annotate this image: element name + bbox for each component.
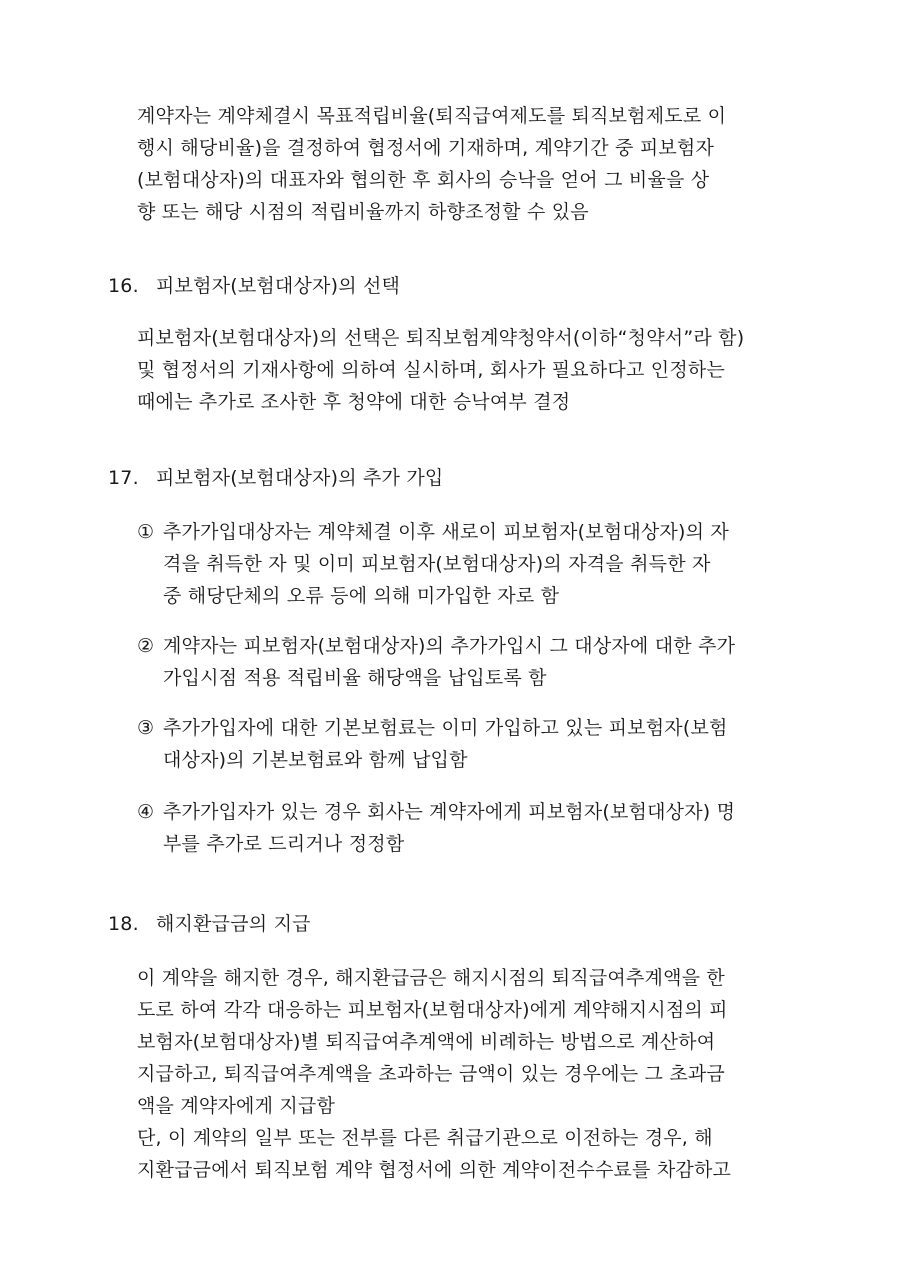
item-marker: ② <box>137 635 155 657</box>
list-item-4 <box>137 796 827 860</box>
section-18-paragraph <box>137 962 817 1186</box>
text-line: 이 계약을 해지한 경우, 해지환급금은 해지시점의 퇴직급여추계액을 한 <box>137 967 725 989</box>
text-line: 피보험자(보험대상자)의 선택은 퇴직보험계약청약서(이하“청약서”라 함) <box>137 327 745 349</box>
item-marker: ① <box>137 521 155 543</box>
item-marker: ④ <box>137 801 155 823</box>
text-line: 향 또는 해당 시점의 적립비율까지 하향조정할 수 있음 <box>137 201 589 223</box>
text-line: 지환급금에서 퇴직보험 계약 협정서에 의한 계약이전수수료를 차감하고 <box>137 1159 732 1181</box>
text-line: 대상자)의 기본보험료와 함께 납입함 <box>163 749 468 771</box>
text-line: 부를 추가로 드리거나 정정함 <box>163 833 405 855</box>
text-line: 및 협정서의 기재사항에 의하여 실시하며, 회사가 필요하다고 인정하는 <box>137 359 725 381</box>
list-item-2 <box>137 630 827 694</box>
list-item-1 <box>137 516 827 612</box>
section-18-heading <box>108 908 311 940</box>
list-item-3 <box>137 712 827 776</box>
section-title: 피보험자(보험대상자)의 추가 가입 <box>156 467 444 489</box>
section-title: 해지환급금의 지급 <box>156 913 311 935</box>
text-line: 중 해당단체의 오류 등에 의해 미가입한 자로 함 <box>163 585 560 607</box>
section-16-heading <box>108 270 400 302</box>
text-line: 때에는 추가로 조사한 후 청약에 대한 승낙여부 결정 <box>137 391 571 413</box>
section-title: 피보험자(보험대상자)의 선택 <box>156 275 401 297</box>
text-line: 추가가입대상자는 계약체결 이후 새로이 피보험자(보험대상자)의 자 <box>163 521 729 543</box>
section-16-paragraph <box>137 322 817 418</box>
section-number: 18. <box>108 913 139 935</box>
section-17-heading <box>108 462 443 494</box>
text-line: 계약자는 피보험자(보험대상자)의 추가가입시 그 대상자에 대한 추가 <box>163 635 736 657</box>
text-line: 추가가입자에 대한 기본보험료는 이미 가입하고 있는 피보험자(보험 <box>163 717 728 739</box>
text-line: 행시 해당비율)을 결정하여 협정서에 기재하며, 계약기간 중 피보험자 <box>137 137 715 159</box>
text-line: 지급하고, 퇴직급여추계액을 초과하는 금액이 있는 경우에는 그 초과금 <box>137 1063 725 1085</box>
section-number: 16. <box>108 275 139 297</box>
text-line: (보험대상자)의 대표자와 협의한 후 회사의 승낙을 얻어 그 비율을 상 <box>137 169 710 191</box>
text-line: 가입시점 적용 적립비율 해당액을 납입토록 함 <box>163 667 547 689</box>
text-line: 액을 계약자에게 지급함 <box>137 1095 336 1117</box>
text-line: 보험자(보험대상자)별 퇴직급여추계액에 비례하는 방법으로 계산하여 <box>137 1031 716 1053</box>
intro-paragraph <box>137 100 817 228</box>
text-line: 추가가입자가 있는 경우 회사는 계약자에게 피보험자(보험대상자) 명 <box>163 801 736 823</box>
section-number: 17. <box>108 467 139 489</box>
text-line: 도로 하여 각각 대응하는 피보험자(보험대상자)에게 계약해지시점의 피 <box>137 999 728 1021</box>
text-line: 격을 취득한 자 및 이미 피보험자(보험대상자)의 자격을 취득한 자 <box>163 553 711 575</box>
text-line: 계약자는 계약체결시 목표적립비율(퇴직급여제도를 퇴직보험제도로 이 <box>137 105 727 127</box>
text-line: 단, 이 계약의 일부 또는 전부를 다른 취급기관으로 이전하는 경우, 해 <box>137 1127 713 1149</box>
item-marker: ③ <box>137 717 155 739</box>
